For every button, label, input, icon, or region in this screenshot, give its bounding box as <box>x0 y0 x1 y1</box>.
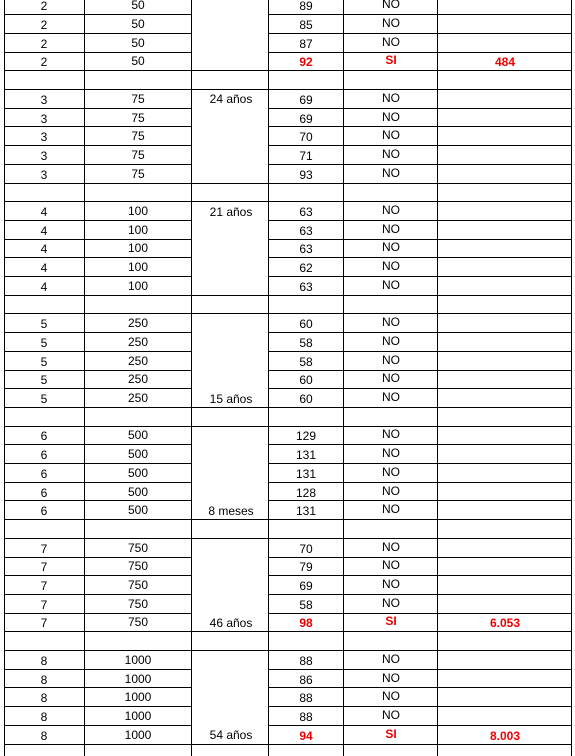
measure-value: 62 <box>299 261 313 276</box>
grid-hline <box>268 500 572 501</box>
group-number: 7 <box>40 597 48 612</box>
dose-value: 750 <box>127 559 149 574</box>
group-number: 3 <box>40 111 48 126</box>
grid-hline <box>268 220 572 221</box>
dose-value: 75 <box>131 129 145 144</box>
result-flag: NO <box>382 427 400 442</box>
grid-vline <box>191 0 192 756</box>
dose-value: 50 <box>131 35 145 50</box>
duration-label: 15 años <box>209 391 253 406</box>
group-number: 7 <box>40 579 48 594</box>
result-flag: SI <box>385 726 397 741</box>
dose-value: 500 <box>127 447 149 462</box>
dose-value: 1000 <box>124 652 152 667</box>
measure-value: 70 <box>299 130 313 145</box>
dose-value: 75 <box>131 91 145 106</box>
dose-value: 250 <box>127 316 149 331</box>
grid-hline <box>268 613 572 614</box>
measure-value: 63 <box>299 242 313 257</box>
grid-hline <box>268 257 572 258</box>
grid-hline <box>268 706 572 707</box>
result-flag: NO <box>382 240 400 255</box>
grid-vline <box>84 0 85 756</box>
group-number: 5 <box>40 335 48 350</box>
grid-hline <box>268 575 572 576</box>
dose-value: 750 <box>127 578 149 593</box>
grid-hline <box>4 14 191 15</box>
dose-value: 1000 <box>124 671 152 686</box>
dose-value: 250 <box>127 353 149 368</box>
measure-value: 98 <box>299 616 313 631</box>
grid-vline <box>4 0 5 756</box>
grid-hline <box>4 687 191 688</box>
dose-value: 1000 <box>124 708 152 723</box>
grid-hline <box>4 669 191 670</box>
group-number: 4 <box>40 223 48 238</box>
grid-hline <box>4 482 191 483</box>
grid-vline <box>268 0 269 756</box>
grid-hline <box>268 725 572 726</box>
dose-value: 75 <box>131 166 145 181</box>
grid-hline <box>4 164 191 165</box>
dose-value: 75 <box>131 110 145 125</box>
result-flag: NO <box>382 90 400 105</box>
grid-hline <box>268 52 572 53</box>
group-number: 5 <box>40 354 48 369</box>
group-number: 8 <box>40 709 48 724</box>
dose-value: 50 <box>131 17 145 32</box>
grid-hline <box>268 594 572 595</box>
result-flag: NO <box>382 203 400 218</box>
duration-label: 24 años <box>209 92 253 107</box>
measure-value: 79 <box>299 560 313 575</box>
grid-hline <box>268 388 572 389</box>
grid-hline <box>4 538 571 539</box>
measure-value: 58 <box>299 335 313 350</box>
measure-value: 69 <box>299 579 313 594</box>
dose-value: 500 <box>127 503 149 518</box>
dose-value: 1000 <box>124 690 152 705</box>
result-flag: NO <box>382 539 400 554</box>
group-number: 6 <box>40 485 48 500</box>
dose-value: 100 <box>127 278 149 293</box>
measure-value: 69 <box>299 92 313 107</box>
group-number: 5 <box>40 392 48 407</box>
measure-value: 89 <box>299 0 313 14</box>
grid-hline <box>4 126 191 127</box>
dose-value: 100 <box>127 241 149 256</box>
measure-value: 129 <box>295 429 317 444</box>
group-number: 8 <box>40 728 48 743</box>
measure-value: 63 <box>299 205 313 220</box>
group-number: 3 <box>40 92 48 107</box>
grid-hline <box>4 313 571 314</box>
grid-hline <box>268 482 572 483</box>
group-number: 6 <box>40 466 48 481</box>
result-flag: NO <box>382 595 400 610</box>
dose-value: 500 <box>127 484 149 499</box>
dose-value: 750 <box>127 615 149 630</box>
grid-hline <box>4 650 571 651</box>
group-number: 4 <box>40 261 48 276</box>
result-flag: NO <box>382 221 400 236</box>
result-flag: NO <box>382 390 400 405</box>
grid-hline <box>4 201 571 202</box>
result-flag: NO <box>382 146 400 161</box>
group-number: 6 <box>40 429 48 444</box>
measure-value: 85 <box>299 18 313 33</box>
duration-label: 46 años <box>209 615 253 630</box>
result-flag: NO <box>382 128 400 143</box>
measure-value: 60 <box>299 317 313 332</box>
grid-hline <box>268 33 572 34</box>
grid-hline <box>4 613 191 614</box>
group-number: 2 <box>40 36 48 51</box>
measure-value: 63 <box>299 279 313 294</box>
grid-hline <box>4 744 571 745</box>
result-flag: NO <box>382 689 400 704</box>
dose-value: 250 <box>127 391 149 406</box>
group-number: 4 <box>40 279 48 294</box>
dose-value: 50 <box>131 54 145 69</box>
result-flag: NO <box>382 464 400 479</box>
grid-hline <box>4 444 191 445</box>
dose-value: 250 <box>127 372 149 387</box>
duration-label: 54 años <box>209 728 253 743</box>
grid-hline <box>4 500 191 501</box>
measure-value: 94 <box>299 728 313 743</box>
grid-hline <box>4 426 571 427</box>
measure-value: 131 <box>295 448 317 463</box>
result-flag: NO <box>382 502 400 517</box>
result-flag: NO <box>382 483 400 498</box>
grid-hline <box>4 370 191 371</box>
dose-value: 500 <box>127 428 149 443</box>
group-number: 5 <box>40 373 48 388</box>
dose-value: 50 <box>131 0 145 13</box>
result-flag: NO <box>382 0 400 12</box>
dose-value: 250 <box>127 334 149 349</box>
result-flag: NO <box>382 315 400 330</box>
grid-hline <box>268 239 572 240</box>
grid-hline <box>268 444 572 445</box>
grid-hline <box>268 145 572 146</box>
dose-value: 500 <box>127 465 149 480</box>
dose-value: 100 <box>127 222 149 237</box>
measure-value: 58 <box>299 354 313 369</box>
grid-hline <box>4 183 571 184</box>
group-number: 3 <box>40 148 48 163</box>
measure-value: 88 <box>299 653 313 668</box>
grid-vline <box>437 0 438 756</box>
grid-hline <box>4 407 571 408</box>
measure-value: 70 <box>299 541 313 556</box>
group-number: 8 <box>40 672 48 687</box>
grid-vline <box>343 0 344 756</box>
measure-value: 87 <box>299 36 313 51</box>
grid-hline <box>4 575 191 576</box>
dose-value: 100 <box>127 260 149 275</box>
group-number: 5 <box>40 317 48 332</box>
result-flag: SI <box>385 614 397 629</box>
grid-hline <box>268 351 572 352</box>
result-flag: NO <box>382 109 400 124</box>
grid-vline <box>571 0 572 756</box>
grid-hline <box>4 631 571 632</box>
total-value: 8.003 <box>489 728 521 743</box>
grid-hline <box>4 33 191 34</box>
dose-value: 100 <box>127 204 149 219</box>
measure-value: 128 <box>295 485 317 500</box>
grid-hline <box>4 332 191 333</box>
group-number: 6 <box>40 448 48 463</box>
dose-value: 75 <box>131 147 145 162</box>
grid-hline <box>4 351 191 352</box>
result-flag: NO <box>382 277 400 292</box>
grid-hline <box>268 108 572 109</box>
dose-value: 750 <box>127 540 149 555</box>
group-number: 3 <box>40 167 48 182</box>
grid-hline <box>4 89 571 90</box>
result-flag: NO <box>382 333 400 348</box>
result-flag: NO <box>382 670 400 685</box>
grid-hline <box>4 239 191 240</box>
result-flag: NO <box>382 16 400 31</box>
grid-hline <box>4 52 191 53</box>
measure-value: 60 <box>299 373 313 388</box>
measure-value: 88 <box>299 709 313 724</box>
grid-hline <box>4 70 571 71</box>
result-flag: NO <box>382 651 400 666</box>
result-flag: NO <box>382 352 400 367</box>
group-number: 6 <box>40 504 48 519</box>
duration-label: 8 meses <box>208 503 254 518</box>
measure-value: 131 <box>295 504 317 519</box>
grid-hline <box>268 463 572 464</box>
measure-value: 58 <box>299 597 313 612</box>
grid-hline <box>4 220 191 221</box>
grid-hline <box>4 257 191 258</box>
result-flag: NO <box>382 371 400 386</box>
grid-hline <box>268 164 572 165</box>
grid-hline <box>268 126 572 127</box>
group-number: 4 <box>40 205 48 220</box>
group-number: 7 <box>40 616 48 631</box>
result-flag: NO <box>382 34 400 49</box>
grid-hline <box>4 557 191 558</box>
grid-hline <box>4 519 571 520</box>
grid-hline <box>4 108 191 109</box>
result-flag: SI <box>385 53 397 68</box>
group-number: 7 <box>40 541 48 556</box>
grid-hline <box>4 276 191 277</box>
result-flag: NO <box>382 259 400 274</box>
grid-hline <box>4 145 191 146</box>
grid-hline <box>4 388 191 389</box>
grid-hline <box>4 725 191 726</box>
grid-hline <box>4 706 191 707</box>
group-number: 3 <box>40 130 48 145</box>
group-number: 7 <box>40 560 48 575</box>
result-flag: NO <box>382 446 400 461</box>
group-number: 2 <box>40 18 48 33</box>
grid-hline <box>4 295 571 296</box>
measure-value: 92 <box>299 55 313 70</box>
measure-value: 93 <box>299 167 313 182</box>
grid-hline <box>268 276 572 277</box>
group-number: 2 <box>40 0 48 14</box>
group-number: 4 <box>40 242 48 257</box>
grid-hline <box>4 463 191 464</box>
group-number: 2 <box>40 55 48 70</box>
group-number: 8 <box>40 691 48 706</box>
result-flag: NO <box>382 165 400 180</box>
grid-hline <box>268 14 572 15</box>
grid-hline <box>268 557 572 558</box>
grid-hline <box>268 332 572 333</box>
group-number: 8 <box>40 653 48 668</box>
grid-hline <box>268 687 572 688</box>
measure-value: 63 <box>299 223 313 238</box>
measure-value: 71 <box>299 148 313 163</box>
total-value: 484 <box>494 55 516 70</box>
result-flag: NO <box>382 558 400 573</box>
dose-value: 1000 <box>124 727 152 742</box>
measure-value: 88 <box>299 691 313 706</box>
measure-value: 86 <box>299 672 313 687</box>
duration-label: 21 años <box>209 204 253 219</box>
measure-value: 60 <box>299 392 313 407</box>
measure-value: 131 <box>295 466 317 481</box>
result-flag: NO <box>382 707 400 722</box>
total-value: 6.053 <box>489 616 521 631</box>
grid-hline <box>268 370 572 371</box>
measure-value: 69 <box>299 111 313 126</box>
dose-value: 750 <box>127 596 149 611</box>
grid-hline <box>268 669 572 670</box>
grid-hline <box>4 594 191 595</box>
result-flag: NO <box>382 577 400 592</box>
